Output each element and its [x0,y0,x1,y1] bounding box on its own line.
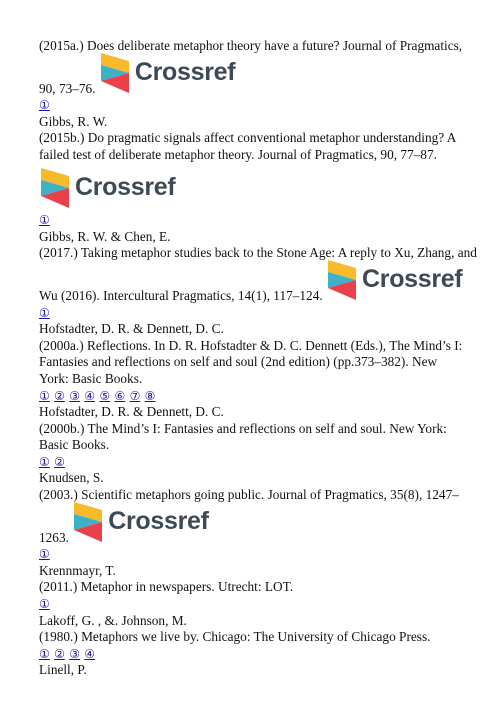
reference-text: (1980.) Metaphors we live by. Chicago: The University of Chicago Press. [39,629,431,645]
crossref-wordmark: Crossref [362,265,463,294]
crossref-mark-icon [101,53,131,93]
crossref-logo[interactable] [41,168,175,208]
citation-link[interactable]: ① [39,646,50,661]
citation-links [39,646,467,663]
citation-link[interactable]: ③ [69,646,80,661]
reference-entry [39,38,467,114]
crossref-logo[interactable] [74,502,208,542]
reference-text: (2015a.) Does deliberate metaphor theory have a future? Journal of Pragmatics, [39,38,463,53]
citation-link[interactable]: ④ [84,388,96,403]
citation-links [39,97,467,114]
citation-links [39,212,467,229]
reference-text: (2015b.) Do pragmatic signals affect conventional metaphor understanding? A failed test of deliberate metaphor theory. Journal of Pragmatics, 90, 77–87. [39,130,456,162]
crossref-wordmark: Crossref [75,173,176,202]
crossref-wordmark: Crossref [108,507,209,536]
reference-author: Knudsen, S. [39,470,104,486]
reference-author: Gibbs, R. W. & Chen, E. [39,228,171,244]
citation-link[interactable]: ③ [69,388,80,403]
reference-entry [39,470,467,562]
reference-author: Linell, P. [39,662,87,678]
reference-entry [39,114,467,229]
citation-link[interactable]: ① [39,213,50,228]
reference-list [39,38,477,679]
citation-link[interactable]: ① [39,305,50,320]
reference-text: 90, 73–76. [39,80,96,96]
citation-link[interactable]: ② [54,454,65,469]
citation-links [39,596,467,613]
citation-link[interactable]: ① [39,547,50,562]
reference-entry [39,613,467,663]
citation-link[interactable]: ④ [84,646,96,661]
reference-entry [39,662,467,679]
citation-link[interactable]: ② [54,646,65,661]
citation-links [39,388,467,405]
reference-author: Hofstadter, D. R. & Dennett, D. C. [39,321,224,337]
citation-link[interactable]: ⑦ [129,388,141,403]
reference-text: (2000a.) Reflections. In D. R. Hofstadter & D. C. Dennett (Eds.), The Mind’s I: Fantasies and reflections on self and soul (2nd edition) (pp.373–382). New York: Basic Books. [39,337,463,386]
reference-entry [39,404,467,470]
citation-link[interactable]: ① [39,454,50,469]
reference-author: Lakoff, G. , &. Johnson, M. [39,612,187,628]
reference-text: (2000b.) The Mind’s I: Fantasies and reflections on self and soul. New York: Basic Books. [39,420,447,453]
citation-links [39,305,467,322]
citation-link[interactable]: ⑤ [99,388,111,403]
crossref-wordmark: Crossref [134,58,236,87]
reference-text: (2011.) Metaphor in newspapers. Utrecht: LOT. [39,579,294,595]
reference-text: (2003.) Scientific metaphors going public. Journal of Pragmatics, 35(8), 1247– [39,487,459,503]
reference-text: Wu (2016). Intercultural Pragmatics, 14(1), 117–124. [39,287,323,303]
reference-entry [39,321,467,404]
crossref-mark-icon [74,502,104,542]
reference-text: (2017.) Taking metaphor studies back to the Stone Age: A reply to Xu, Zhang, and [39,245,477,261]
citation-link[interactable]: ① [39,388,50,403]
citation-links [39,546,467,563]
citation-links [39,454,467,471]
reference-entry [39,563,467,613]
citation-link[interactable]: ⑧ [144,388,156,403]
crossref-mark-icon [328,260,358,300]
reference-author: Krennmayr, T. [39,562,116,578]
reference-author: Hofstadter, D. R. & Dennett, D. C. [39,404,224,420]
crossref-mark-icon [41,168,71,208]
reference-entry [39,228,477,321]
citation-link[interactable]: ① [39,98,50,113]
citation-link[interactable]: ② [54,388,65,403]
citation-link[interactable]: ① [39,597,50,612]
crossref-logo[interactable] [328,260,462,300]
citation-link[interactable]: ⑥ [114,388,126,403]
reference-author: Gibbs, R. W. [39,113,108,129]
reference-text: 1263. [39,529,69,545]
crossref-logo[interactable] [101,53,235,93]
